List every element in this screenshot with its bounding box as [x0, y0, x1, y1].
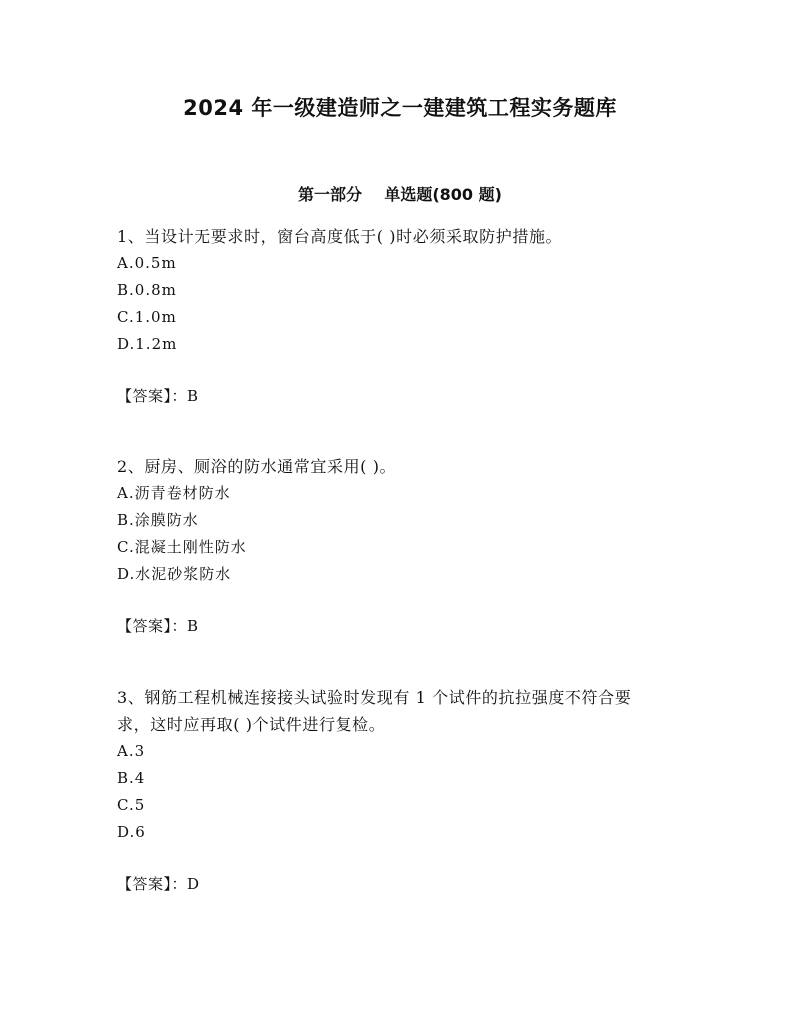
answer	[117, 614, 697, 638]
option-d: D.1.2m	[117, 335, 178, 353]
question-1	[117, 223, 697, 408]
answer-label: 【答案】：	[117, 875, 188, 893]
answer-label: 【答案】：	[117, 617, 188, 635]
option-b: B.0.8m	[117, 281, 177, 299]
question-3	[117, 684, 697, 896]
option-d: D.水泥砂浆防水	[117, 565, 232, 583]
option-a: A.沥青卷材防水	[117, 484, 231, 502]
question-stem-line-2: 求，这时应再取( )个试件进行复检。	[117, 715, 386, 734]
option-c: C.5	[117, 796, 146, 814]
option-b: B.4	[117, 769, 146, 787]
page-title: 2024 年一级建造师之一建建筑工程实务题库	[183, 96, 617, 120]
option-a: A.3	[117, 742, 146, 760]
answer-label: 【答案】：	[117, 387, 188, 405]
answer	[117, 384, 697, 408]
answer-value: B	[187, 617, 199, 635]
option-b: B.涂膜防水	[117, 511, 199, 529]
question-stem: 2、厨房、厕浴的防水通常宜采用( )。	[117, 457, 397, 476]
question-stem-line-1: 3、钢筋工程机械连接接头试验时发现有 1 个试件的抗拉强度不符合要	[117, 688, 632, 707]
option-c: C.混凝土刚性防水	[117, 538, 247, 556]
option-a: A.0.5m	[117, 254, 177, 272]
answer-value: B	[187, 387, 199, 405]
question-2	[117, 453, 697, 638]
answer	[117, 872, 697, 896]
section-title: 第一部分 单选题(800 题)	[298, 185, 502, 204]
question-stem: 1、当设计无要求时，窗台高度低于( )时必须采取防护措施。	[117, 227, 563, 246]
option-d: D.6	[117, 823, 146, 841]
answer-value: D	[187, 875, 200, 893]
option-c: C.1.0m	[117, 308, 177, 326]
